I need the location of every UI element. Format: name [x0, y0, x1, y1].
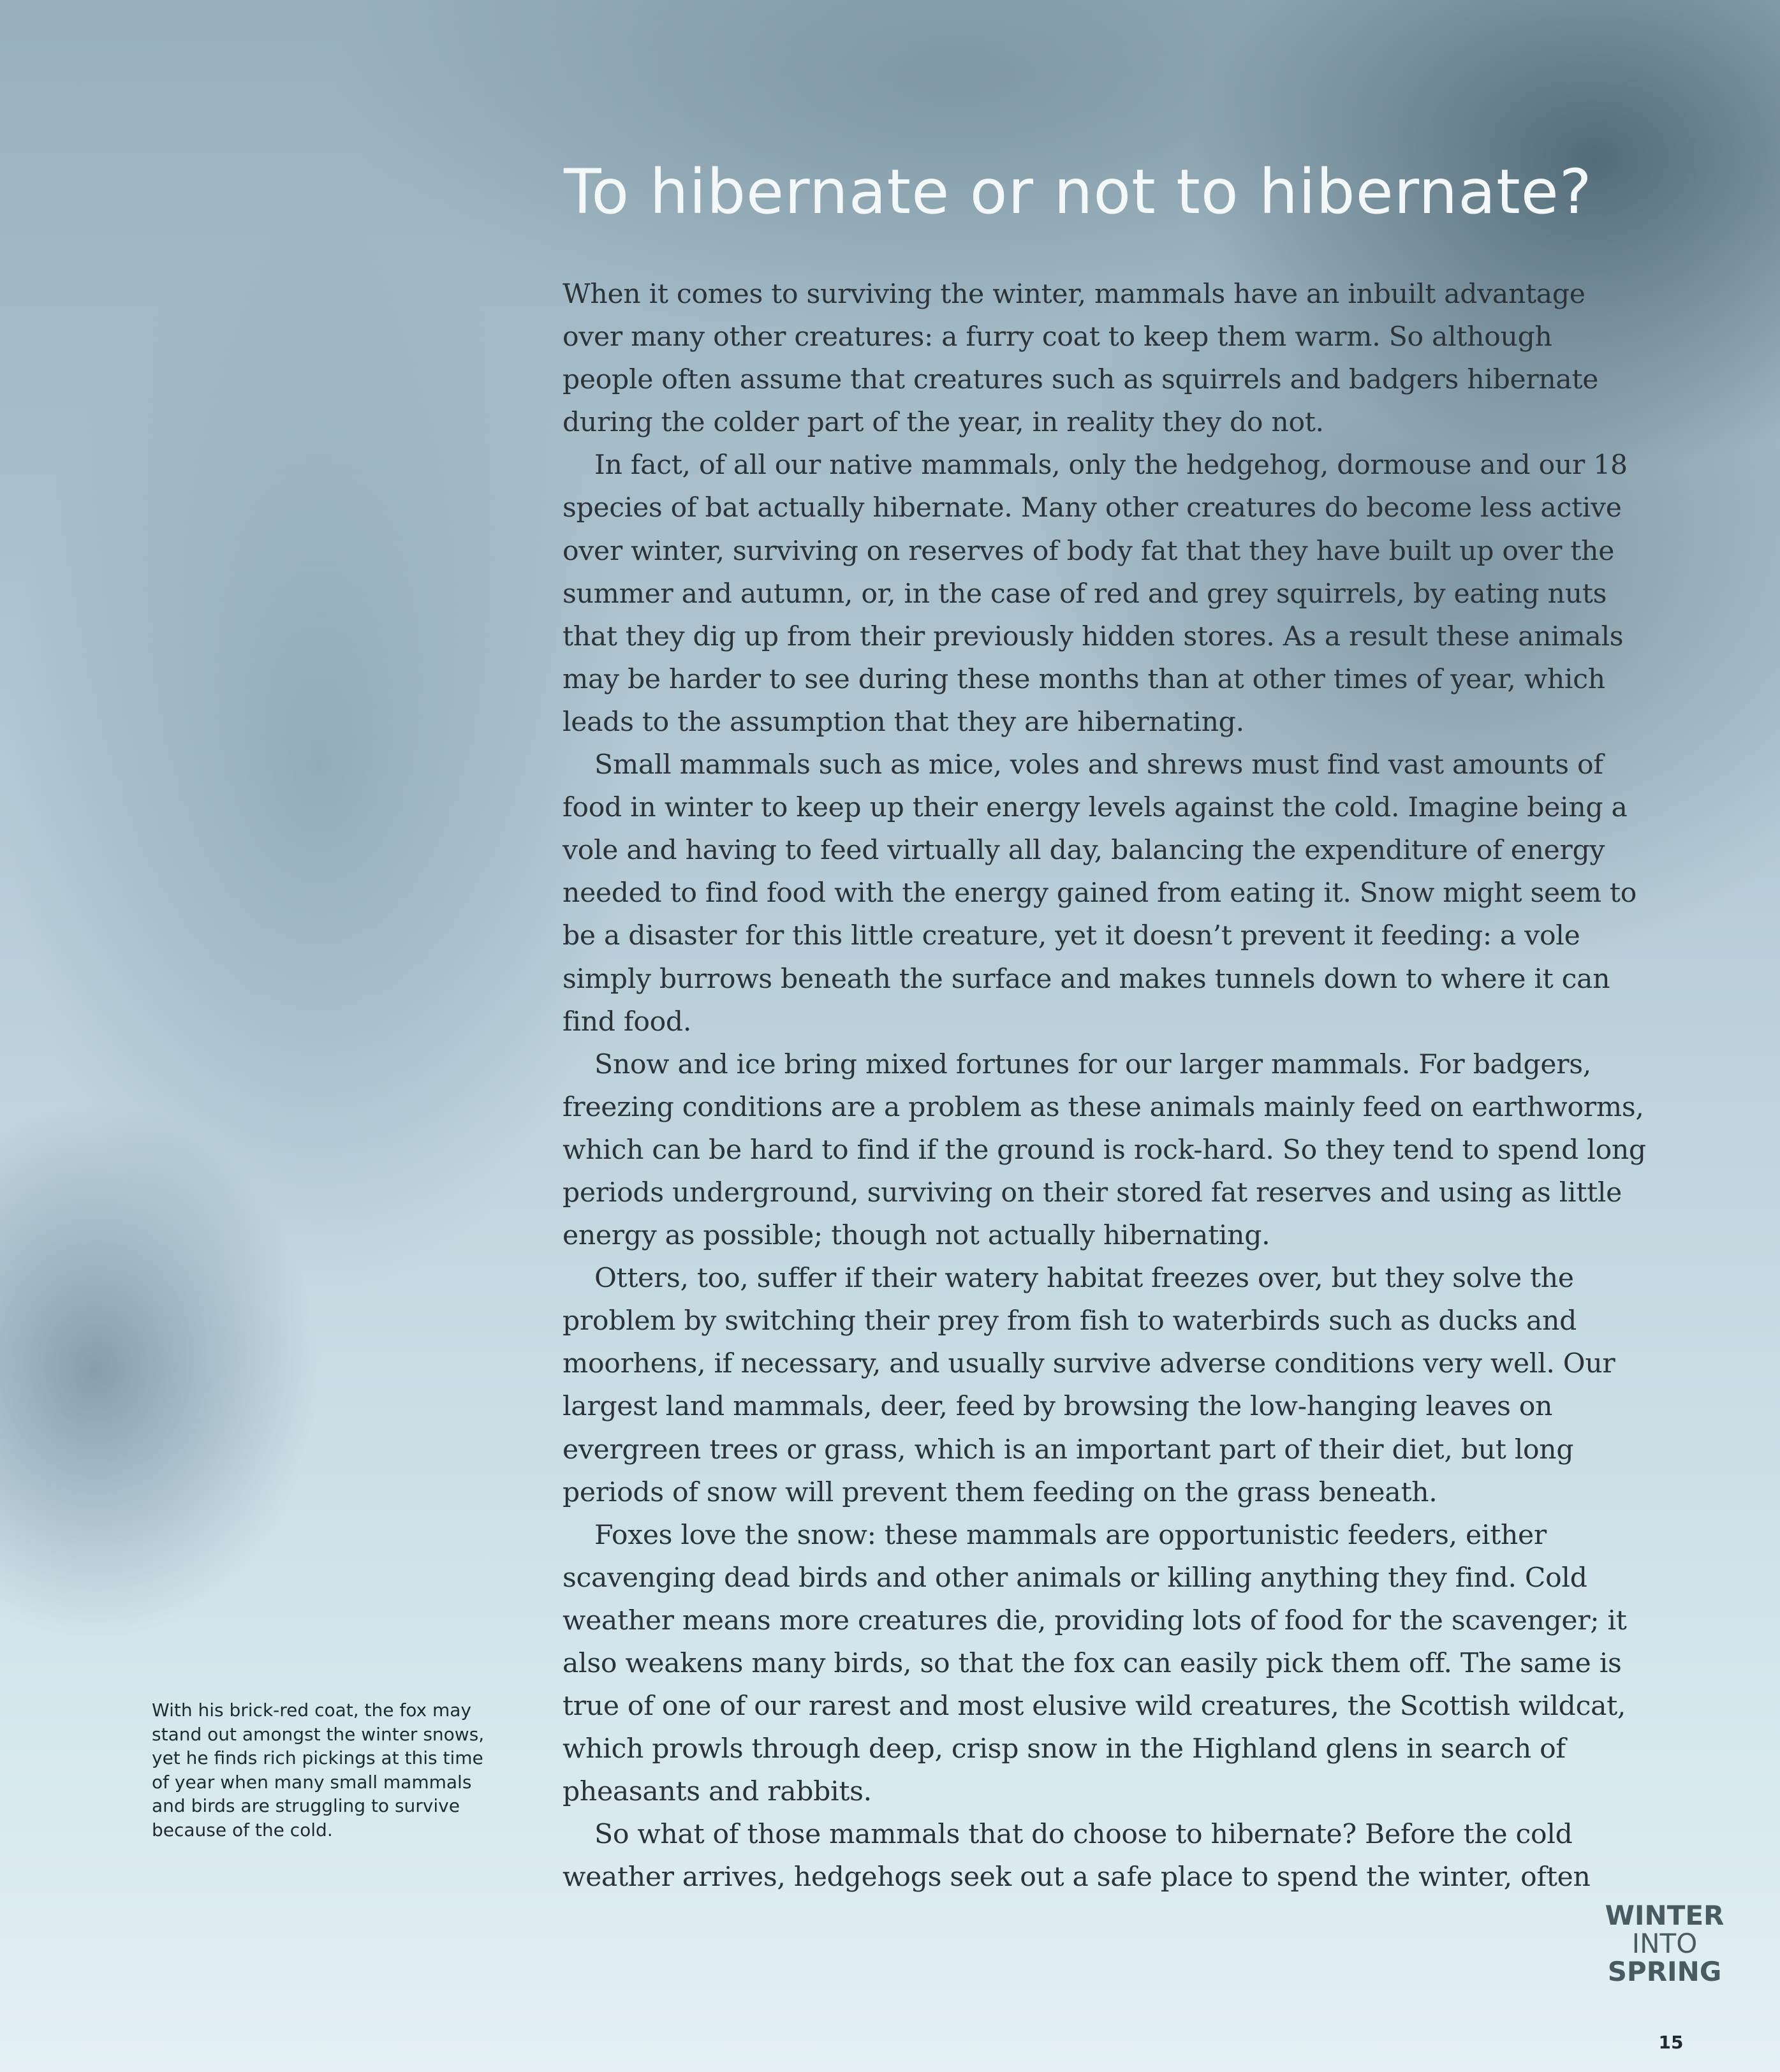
page-number: 15: [1658, 2032, 1684, 2053]
body-paragraph: So what of those mammals that do choose to hibernate? Before the cold weather arrives, hedgehogs seek out a safe place to spend the winter, often: [563, 1819, 1591, 1893]
article-body: [563, 273, 1647, 1899]
photo-caption: With his brick-red coat, the fox may stand out amongst the winter snows, yet he finds rich pickings at this time of year when many small mammals and birds are struggling to survive because of the cold.: [152, 1700, 485, 1841]
body-paragraph: Otters, too, suffer if their watery habitat freezes over, but they solve the problem by switching their prey from fish to waterbirds such as ducks and moorhens, if necessary, and usually survive adverse conditions very well. Our largest land mammals, deer, feed by browsing the low-hanging leaves on evergreen trees or grass, which is an important part of their diet, but long periods of snow will prevent them feeding on the grass beneath.: [563, 1263, 1615, 1508]
body-paragraph: Snow and ice bring mixed fortunes for our larger mammals. For badgers, freezing conditions are a problem as these animals mainly feed on earthworms, which can be hard to find if the ground is rock-hard. So they tend to spend long periods underground, surviving on their stored fat reserves and using as little energy as possible; though not actually hibernating.: [563, 1048, 1646, 1252]
body-paragraph: Small mammals such as mice, voles and shrews must find vast amounts of food in winter to keep up their energy levels against the cold. Imagine being a vole and having to feed virtually all day, balancing the expenditure of energy needed to find food with the energy gained from eating it. Snow might seem to be a disaster for this little creature, yet it doesn’t prevent it feeding: a vole simply burrows beneath the surface and makes tunnels down to where it can find food.: [563, 749, 1637, 1038]
book-section-label: [1588, 1902, 1741, 1986]
body-paragraph: Foxes love the snow: these mammals are opportunistic feeders, either scavenging dead birds and other animals or killing anything they find. Cold weather means more creatures die, providing lots of food for the scavenger; it also weakens many birds, so that the fox can easily pick them off. The same is true of one of our rarest and most elusive wild creatures, the Scottish wildcat, which prowls through deep, crisp snow in the Highland glens in search of pheasants and rabbits.: [563, 1519, 1627, 1808]
page-title: To hibernate or not to hibernate?: [564, 156, 1592, 228]
body-paragraph: When it comes to surviving the winter, mammals have an inbuilt advantage over many other creatures: a furry coat to keep them warm. So although people often assume that creatures such as squirrels and badgers hibernate during the colder part of the year, in reality they do not.: [563, 279, 1599, 439]
brand-line-spring: SPRING: [1607, 1956, 1722, 1987]
brand-line-winter: WINTER: [1605, 1900, 1725, 1931]
body-paragraph: In fact, of all our native mammals, only the hedgehog, dormouse and our 18 species of bat actually hibernate. Many other creatures do become less active over winter, surviving on reserves of body fat that they have built up over the summer and autumn, or, in the case of red and grey squirrels, by eating nuts that they dig up from their previously hidden stores. As a result these animals may be harder to see during these months than at other times of year, which leads to the assumption that they are hibernating.: [563, 450, 1628, 738]
brand-line-into: INTO: [1631, 1928, 1698, 1959]
